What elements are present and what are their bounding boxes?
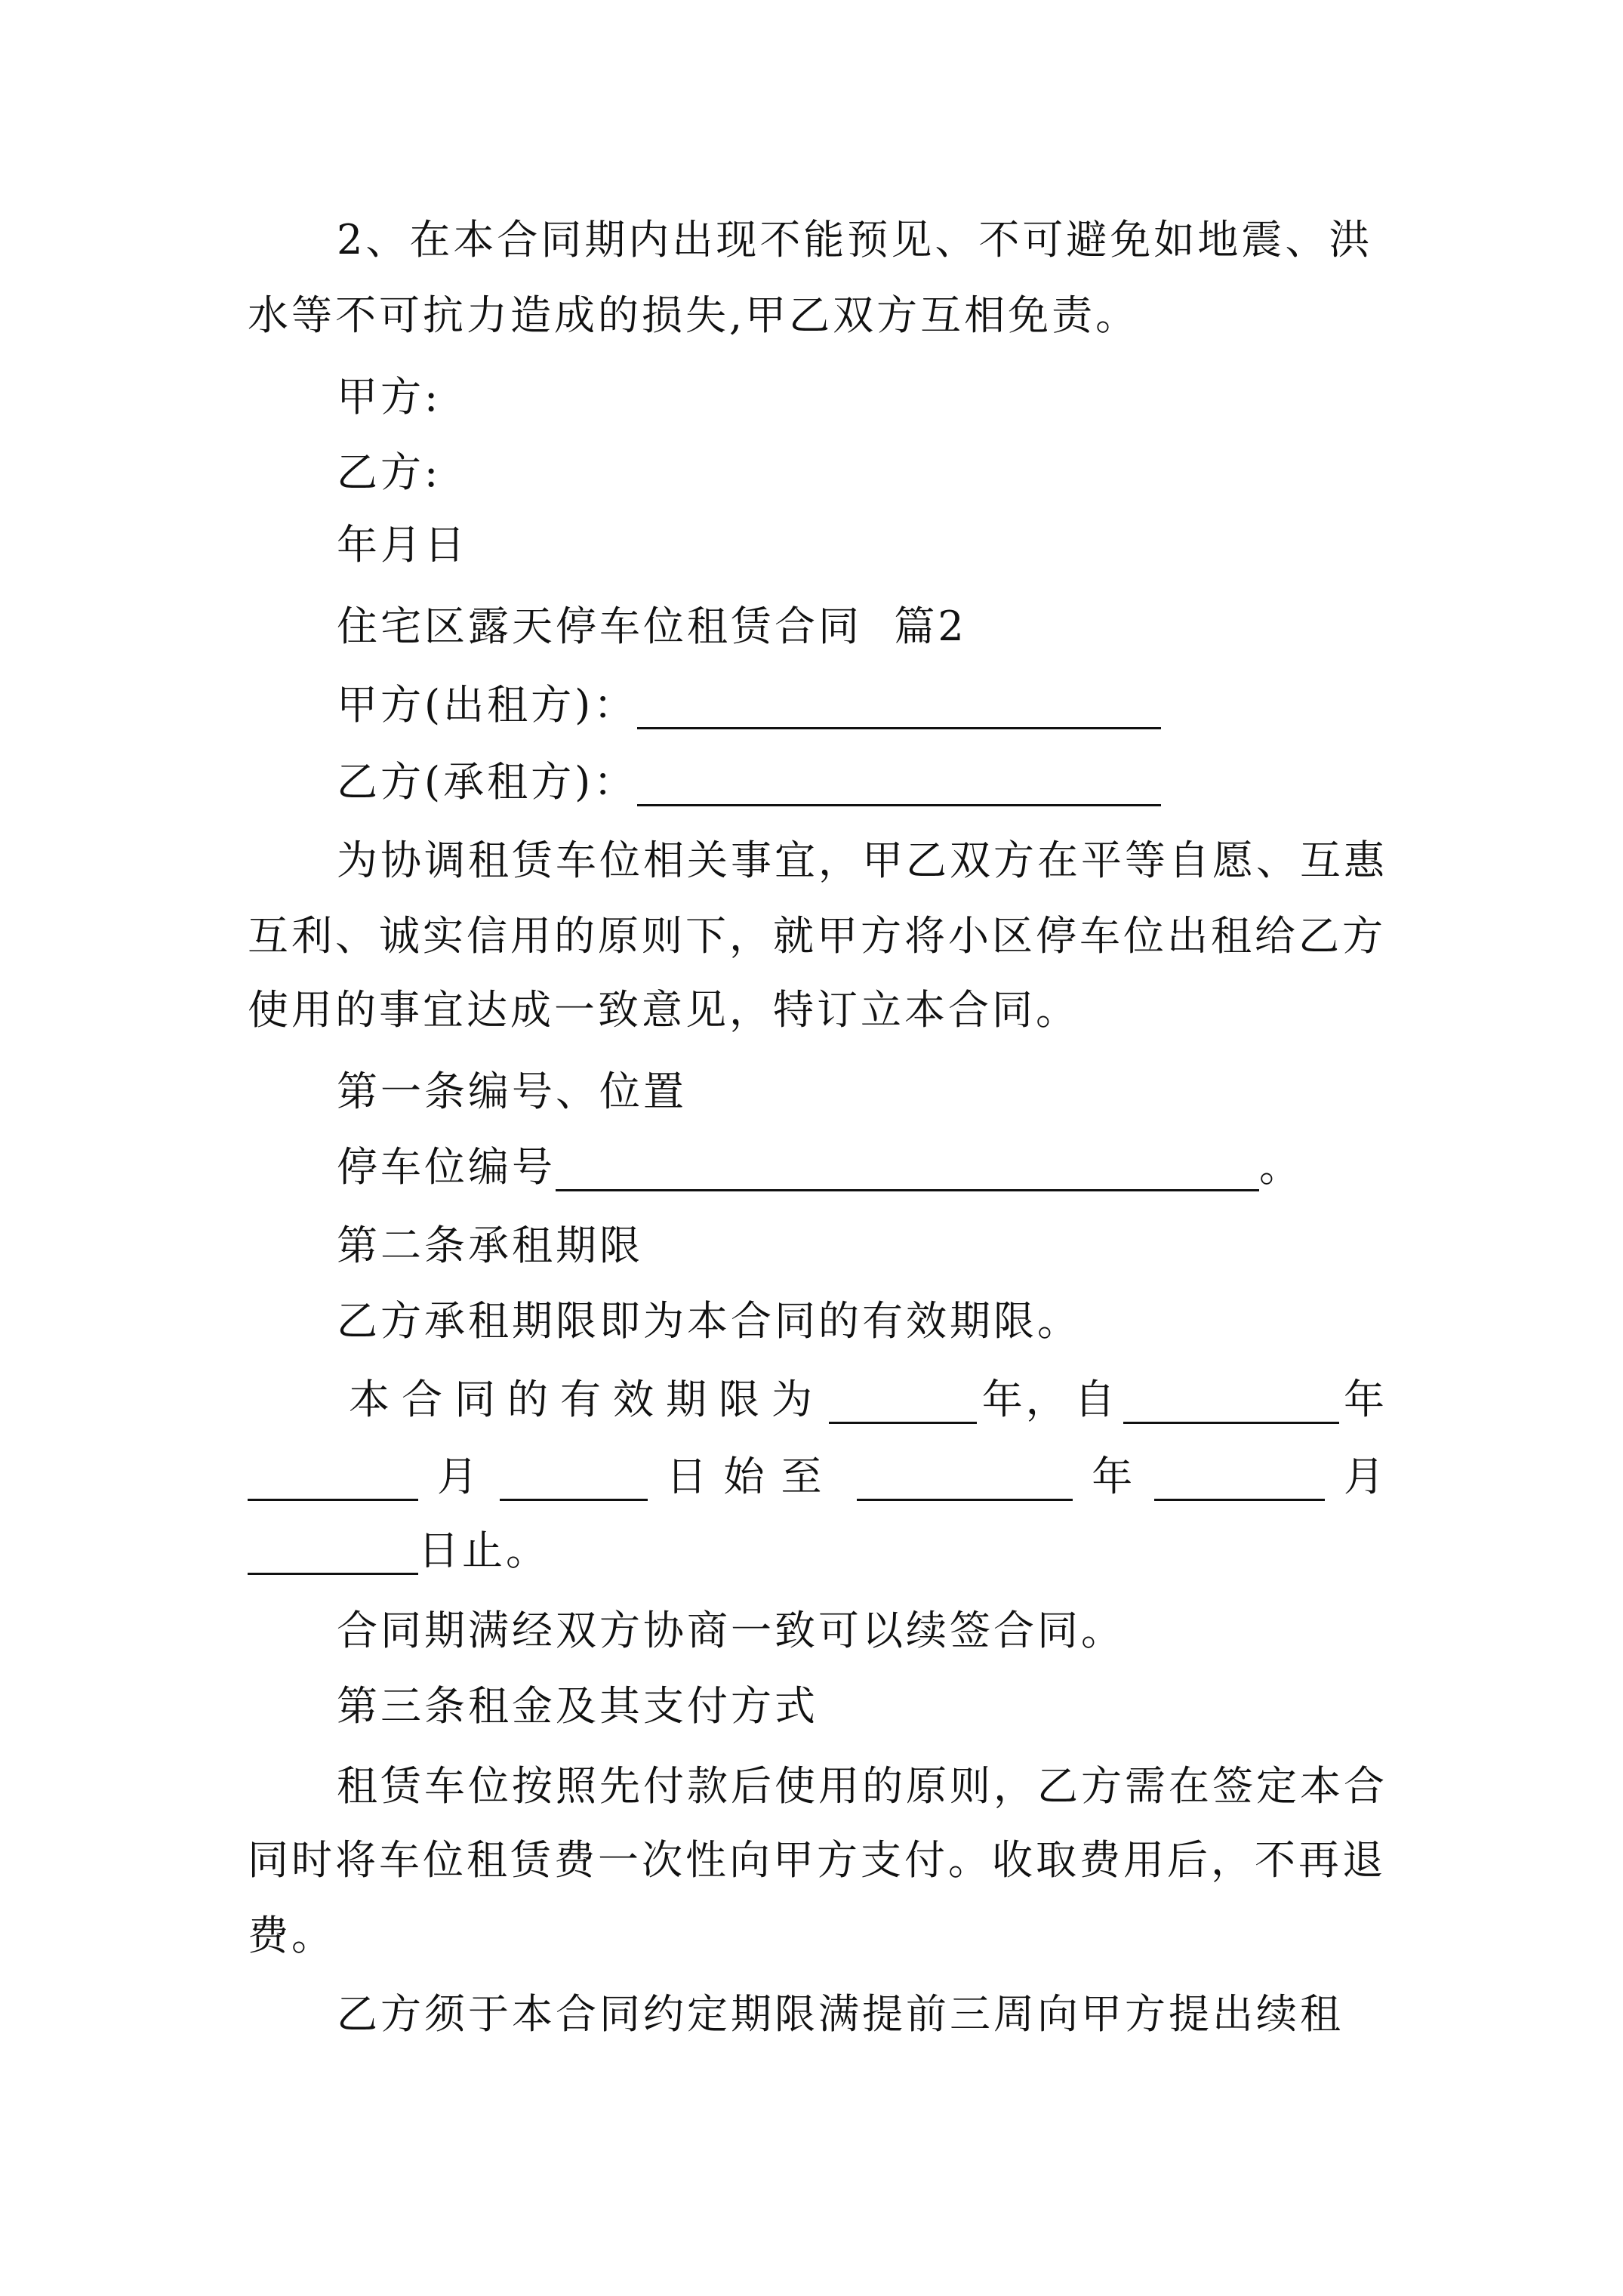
parking-number-end: 。 [1259, 1143, 1303, 1191]
article1-title: 第一条编号、位置 [337, 1068, 687, 1115]
start-year-blank [1123, 1382, 1339, 1424]
date-line: 年月日 [337, 521, 468, 569]
article3-title: 第三条租金及其支付方式 [337, 1682, 818, 1730]
lessor-line [337, 681, 1477, 729]
clause2-line2: 水等不可抗力造成的损失,甲乙双方互相免责。 [248, 291, 1140, 339]
end-year-label: 年 [1092, 1453, 1136, 1500]
end-day-blank [248, 1533, 418, 1575]
intro-line3: 使用的事宜达成一致意见，特订立本合同。 [248, 986, 1079, 1034]
term-sentence: 乙方承租期限即为本合同的有效期限。 [337, 1297, 1081, 1345]
start-day-label: 日始至 [666, 1453, 839, 1500]
parking-number-blank [556, 1150, 1259, 1191]
start-year-label: 年 [1343, 1376, 1387, 1423]
lessee-blank [637, 765, 1161, 806]
validity-line1 [349, 1376, 1387, 1424]
validity-line2 [248, 1453, 1387, 1501]
renewal-notice-line1: 乙方须于本合同约定期限满提前三周向甲方提出续租 [337, 1990, 1344, 2038]
section-title: 住宅区露天停车位租赁合同 篇2 [337, 603, 967, 650]
validity-years-blank [829, 1382, 977, 1424]
validity-prefix: 本合同的有效期限为 [349, 1376, 824, 1423]
renewal-sentence: 合同期满经双方协商一致可以续签合同。 [337, 1607, 1125, 1654]
validity-years-label: 年， [981, 1376, 1070, 1423]
validity-line3 [248, 1527, 1387, 1575]
lessee-label: 乙方(承租方)： [337, 758, 638, 806]
party-a-label: 甲方: [337, 373, 442, 421]
start-day-blank [500, 1459, 648, 1501]
lessee-line [337, 758, 1477, 806]
intro-line1: 为协调租赁车位相关事宜，甲乙双方在平等自愿、互惠 [337, 837, 1387, 884]
parking-number-line [337, 1143, 1477, 1191]
payment-line1: 租赁车位按照先付款后使用的原则，乙方需在签定本合 [337, 1762, 1387, 1810]
end-month-label: 月 [1343, 1453, 1387, 1500]
payment-line3: 费。 [248, 1912, 335, 1959]
parking-number-label: 停车位编号 [337, 1143, 556, 1191]
end-year-blank [857, 1459, 1073, 1501]
start-month-blank [248, 1459, 418, 1501]
intro-line2: 互利、诚实信用的原则下，就甲方将小区停车位出租给乙方 [248, 912, 1386, 960]
party-b-label: 乙方: [337, 448, 442, 496]
validity-from-label: 自 [1074, 1376, 1119, 1423]
start-month-label: 月 [436, 1453, 481, 1500]
clause2-line1: 2、在本合同期内出现不能预见、不可避免如地震、洪 [337, 216, 1373, 264]
end-month-blank [1154, 1459, 1325, 1501]
lessor-blank [637, 688, 1161, 729]
lessor-label: 甲方(出租方)： [337, 681, 638, 729]
payment-line2: 同时将车位租赁费一次性向甲方支付。收取费用后，不再退 [248, 1836, 1386, 1884]
end-day-label: 日止。 [418, 1527, 550, 1574]
article2-title: 第二条承租期限 [337, 1222, 643, 1269]
